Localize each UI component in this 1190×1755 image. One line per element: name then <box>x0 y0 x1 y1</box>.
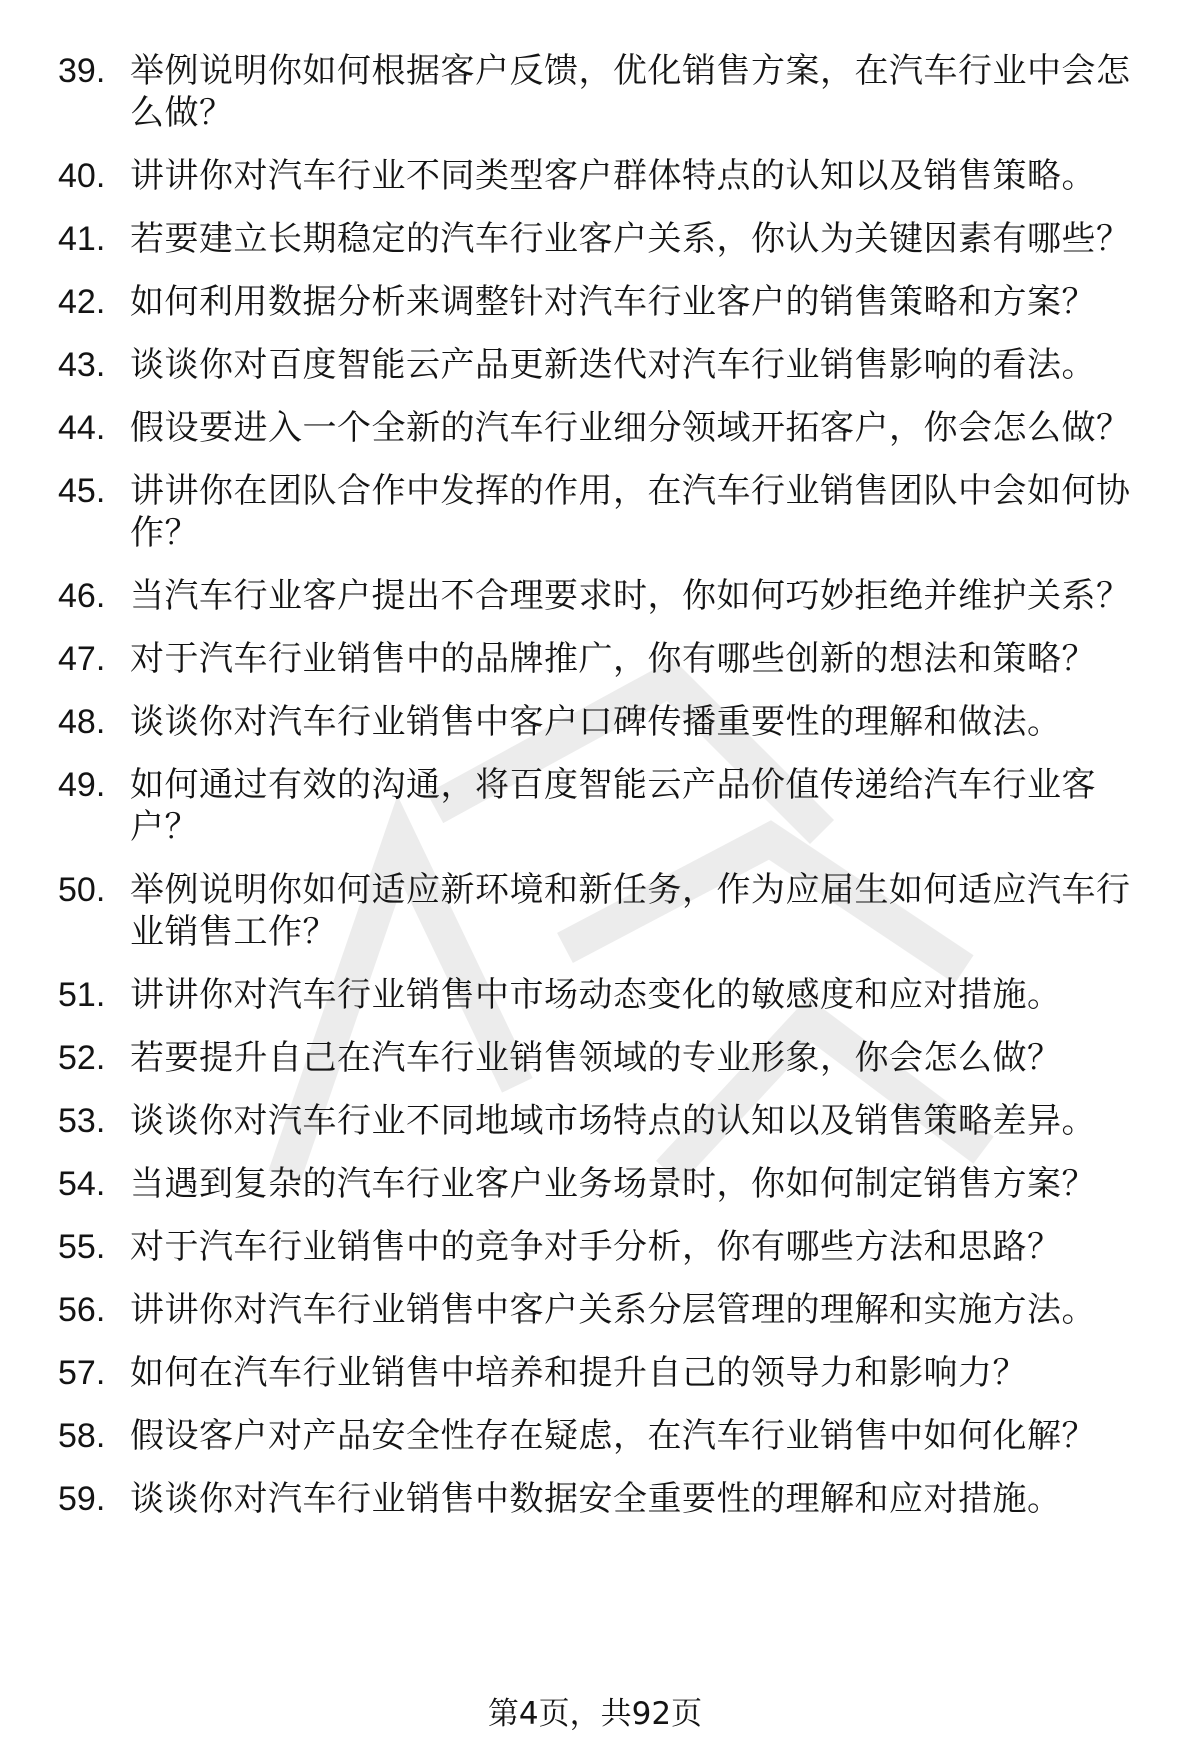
question-number: 40. <box>58 157 106 195</box>
question-text: 讲讲你对汽车行业不同类型客户群体特点的认知以及销售策略。 <box>130 156 1096 196</box>
question-number: 43. <box>58 346 106 384</box>
question-item <box>0 50 1190 134</box>
question-text: 讲讲你对汽车行业销售中市场动态变化的敏感度和应对措施。 <box>130 975 1062 1015</box>
question-item <box>0 575 1190 617</box>
question-number: 52. <box>58 1039 106 1077</box>
question-text: 讲讲你对汽车行业销售中客户关系分层管理的理解和实施方法。 <box>130 1290 1096 1330</box>
question-text: 当汽车行业客户提出不合理要求时，你如何巧妙拒绝并维护关系？ <box>130 576 1131 616</box>
question-number: 45. <box>58 472 106 510</box>
question-item <box>0 1352 1190 1394</box>
question-item <box>0 155 1190 197</box>
question-number: 50. <box>58 871 106 909</box>
question-item <box>0 1037 1190 1079</box>
question-number: 47. <box>58 640 106 678</box>
question-number: 59. <box>58 1480 106 1518</box>
question-number: 56. <box>58 1291 106 1329</box>
question-number: 55. <box>58 1228 106 1266</box>
question-number: 41. <box>58 220 106 258</box>
question-text: 谈谈你对汽车行业不同地域市场特点的认知以及销售策略差异。 <box>130 1101 1096 1141</box>
question-text: 如何在汽车行业销售中培养和提升自己的领导力和影响力？ <box>130 1353 1027 1393</box>
question-item <box>0 869 1190 953</box>
question-item <box>0 218 1190 260</box>
question-text: 假设客户对产品安全性存在疑虑，在汽车行业销售中如何化解？ <box>130 1416 1096 1456</box>
question-text: 讲讲你在团队合作中发挥的作用，在汽车行业销售团队中会如何协作？ <box>130 471 1131 553</box>
question-item <box>0 281 1190 323</box>
question-number: 48. <box>58 703 106 741</box>
question-number: 57. <box>58 1354 106 1392</box>
question-text: 当遇到复杂的汽车行业客户业务场景时，你如何制定销售方案？ <box>130 1164 1096 1204</box>
question-item <box>0 1163 1190 1205</box>
question-item <box>0 344 1190 386</box>
question-item <box>0 470 1190 554</box>
question-item <box>0 1289 1190 1331</box>
question-number: 42. <box>58 283 106 321</box>
question-number: 46. <box>58 577 106 615</box>
question-text: 谈谈你对百度智能云产品更新迭代对汽车行业销售影响的看法。 <box>130 345 1096 385</box>
question-text: 若要建立长期稳定的汽车行业客户关系，你认为关键因素有哪些？ <box>130 219 1131 259</box>
question-number: 44. <box>58 409 106 447</box>
question-item <box>0 701 1190 743</box>
question-text: 举例说明你如何根据客户反馈，优化销售方案，在汽车行业中会怎么做？ <box>130 51 1131 133</box>
question-item <box>0 1226 1190 1268</box>
question-number: 54. <box>58 1165 106 1203</box>
question-number: 39. <box>58 52 106 90</box>
question-text: 对于汽车行业销售中的竞争对手分析，你有哪些方法和思路？ <box>130 1227 1062 1267</box>
page-footer: 第4页，共92页 <box>487 1696 703 1732</box>
question-item <box>0 764 1190 848</box>
question-text: 如何利用数据分析来调整针对汽车行业客户的销售策略和方案？ <box>130 282 1096 322</box>
question-text: 若要提升自己在汽车行业销售领域的专业形象，你会怎么做？ <box>130 1038 1062 1078</box>
question-item <box>0 407 1190 449</box>
question-text: 对于汽车行业销售中的品牌推广，你有哪些创新的想法和策略？ <box>130 639 1096 679</box>
question-text: 假设要进入一个全新的汽车行业细分领域开拓客户，你会怎么做？ <box>130 408 1131 448</box>
question-item <box>0 1415 1190 1457</box>
question-number: 51. <box>58 976 106 1014</box>
question-number: 49. <box>58 766 106 804</box>
question-item <box>0 1100 1190 1142</box>
question-text: 谈谈你对汽车行业销售中客户口碑传播重要性的理解和做法。 <box>130 702 1062 742</box>
question-item <box>0 1478 1190 1520</box>
question-item <box>0 638 1190 680</box>
question-item <box>0 974 1190 1016</box>
question-number: 53. <box>58 1102 106 1140</box>
question-number: 58. <box>58 1417 106 1455</box>
question-list <box>0 50 1190 1520</box>
question-text: 如何通过有效的沟通，将百度智能云产品价值传递给汽车行业客户？ <box>130 765 1096 847</box>
question-text: 举例说明你如何适应新环境和新任务，作为应届生如何适应汽车行业销售工作？ <box>130 870 1131 952</box>
question-text: 谈谈你对汽车行业销售中数据安全重要性的理解和应对措施。 <box>130 1479 1062 1519</box>
